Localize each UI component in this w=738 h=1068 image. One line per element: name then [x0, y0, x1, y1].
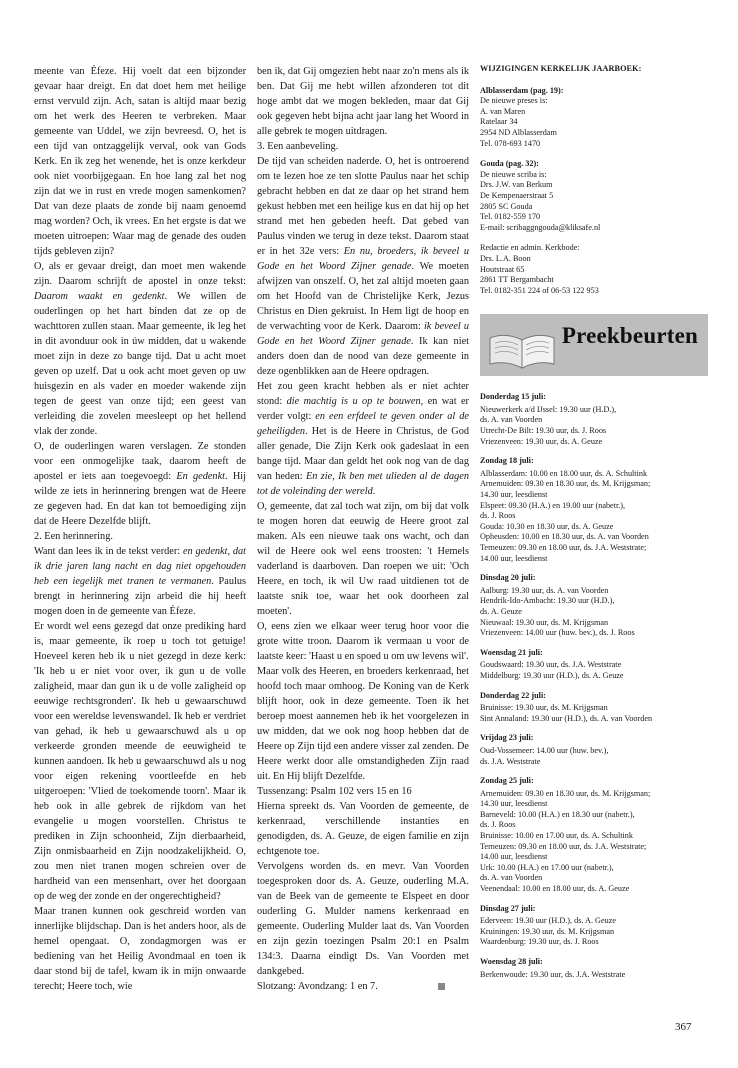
article-paragraph: O, als er gevaar dreigt, dan moet men wakende zijn. Daarom schrijft de apostel in onze tekst: Daarom waakt en gedenkt. We willen de ouderlingen op het hart binden dat ze op de wachttoren zullen staan. Maar gemeente, ik leg het in dit avonduur ook in úw midden, dat u wakende moet zijn in deze zo bange tijd. Dat u acht moet geven op uzelf. Dat u ook acht moet geven op uw huisgezin en als vader en moeder wakende zijn tegen de geest van onze tijd; een geest van verleiding die zovelen meesleept op het hellend vlak der zonde.	[34, 261, 246, 437]
article-paragraph: meente van Éfeze. Hij voelt dat een bijzonder gevaar haar dreigt. En dat doet hem met heilige ernst vervuld zijn. Ach, satan is altijd maar bezig om het werk des Heeren te verbreken. Maar gemeente van Uddel, we zijn bevreesd. O, het is een tijd van ontzaggelijk verval, ook van Gods Kerk. En ik zeg het wenende, het is onze kerkdeur ook niet voorbijgegaan. En hoe lang zal het nog zijn dat we in rust en vrede mogen samenkomen? Dat van deze plaats de zonde bij naam genoemd mag worden? Och, ik vrees. En het ergste is dat we moeten uitroepen: Waar mag de genade des ouden tijds gebleven zijn?	[34, 66, 246, 257]
jaarboek-entry	[480, 159, 708, 233]
article-paragraph: Slotzang: Avondzang: 1 en 7.	[257, 979, 469, 994]
jaarboek-entry-line: De nieuwe preses is:	[480, 96, 548, 106]
jaarboek-entry-line: Drs. J.W. van Berkum	[480, 180, 553, 190]
jaarboek-entry-line: 2861 TT Bergambacht	[480, 275, 554, 285]
service-entry: Sint Annaland: 19.30 uur (H.D.), ds. A. van Voorden	[480, 713, 653, 723]
service-entry: Gouda: 10.30 en 18.30 uur, ds. A. Geuze	[480, 521, 614, 531]
article-paragraph: ben ik, dat Gij omgezien hebt naar zo'n mens als ik ben. Dat Gij me hebt willen afzonderen tot dit hoge ambt dat we mogen bekleden, maar dat Gij ook gegeven hebt bijna acht jaar lang het Woord in alle gebrek te mogen uitdragen.	[257, 66, 469, 137]
service-day	[480, 904, 708, 948]
service-day-date: Woensdag 21 juli:	[480, 647, 543, 657]
service-entry: Aalburg: 19.30 uur, ds. A. van Voorden	[480, 585, 609, 595]
jaarboek-entry-line: De nieuwe scriba is:	[480, 169, 547, 179]
service-entry: ds. J.A. Weststrate	[480, 756, 541, 766]
jaarboek-entry-line: 2954 ND Alblasserdam	[480, 127, 557, 137]
service-entry: Terneuzen: 09.30 en 18.00 uur, ds. J.A. Weststrate;	[480, 543, 647, 552]
service-entry: Waardenburg: 19.30 uur, ds. J. Roos	[480, 937, 599, 947]
end-of-article-marker	[438, 983, 445, 990]
jaarboek-entry-line: E-mail: scribaggngouda@kliksafe.nl	[480, 222, 601, 232]
jaarboek-entry-line: Tel. 0182-559 170	[480, 212, 541, 222]
service-entry: Vriezenveen: 19.30 uur, ds. A. Geuze	[480, 436, 603, 446]
article-paragraph: Maar tranen kunnen ook geschreid worden van innerlijke blijdschap. Dan is het anders hoor, als de hemel opengaat. O, zondagmorgen was er bediening van het Heilig Avondmaal en toen ik daar stond bij de tafel, kwam ik in mijn onwaarde terecht; Heere toch, wie	[34, 906, 246, 992]
open-book-icon	[486, 324, 558, 370]
service-entry: Middelburg: 19.30 uur (H.D.), ds. A. Geuze	[480, 670, 624, 680]
service-entry: 14.00 uur, leesdienst	[480, 553, 548, 563]
preekbeurten-header	[480, 314, 708, 376]
wijzigingen-list	[480, 86, 708, 297]
service-day-date: Zondag 18 juli:	[480, 456, 534, 466]
jaarboek-entry-line: Alblasserdam (pag. 19):	[480, 85, 564, 95]
jaarboek-entry-line: Redactie en admin. Kerkbode:	[480, 243, 580, 253]
article-column-2	[257, 64, 469, 994]
service-entry: Vriezenveen: 14.00 uur (huw. bev.), ds. J. Roos	[480, 628, 635, 638]
jaarboek-entry-line: Ratelaar 34	[480, 117, 518, 127]
service-entry: Elspeet: 09.30 (H.A.) en 19.00 uur (nabetr.),	[480, 500, 626, 510]
wijzigingen-title: WIJZIGINGEN KERKELIJK JAARBOEK:	[480, 64, 642, 73]
service-entry: Terneuzen: 09.30 en 18.00 uur, ds. J.A. Weststrate;	[480, 841, 647, 851]
service-entry: Arnemuiden: 09.30 en 18.30 uur, ds. M. Krijgsman;	[480, 479, 651, 489]
service-day-date: Vrijdag 23 juli:	[480, 733, 534, 743]
article-paragraph: Hierna spreekt ds. Van Voorden de gemeente, de kerkenraad, verschillende instanties en genodigden, ds. A. Geuze, de eigen familie en zijn echtgenote toe.	[257, 801, 469, 857]
article-paragraph: Vervolgens worden ds. en mevr. Van Voorden toegesproken door ds. A. Geuze, ouderling M.A. van de Beek van de gemeente te Elspeet en door ouderling G. Mulder namens kerkenraad en gemeente. Ouderling Mulder laat ds. Van Voorden en zijn gezin toezingen Psalm 20:1 en Psalm 134:3. Daarna eindigt Ds. Van Voorden met dankgebed.	[257, 861, 469, 977]
service-day	[480, 957, 708, 980]
service-day	[480, 573, 708, 639]
jaarboek-entry-line: Houtstraat 65	[480, 264, 525, 274]
service-entry: Nieuwerkerk a/d IJssel: 19.30 uur (H.D.),	[480, 404, 617, 414]
service-day-date: Zondag 25 juli:	[480, 776, 534, 786]
service-entry: Kruiningen: 19.30 uur, ds. M. Krijgsman	[480, 926, 615, 936]
article-paragraph: Maar volk des Heeren, en broeders kerkenraad, het hoofd toch maar omhoog. De Koning van de Kerk blijft hoor, ook in deze gemeente. Toen ik het beroep moest aannemen heb ik het voorgelezen in uw midden, dat we ook nog hoop hebben dat de Heere op Zijn tijd een andere visser zal zenden. De Heere werkt door alle omstandigheden Zijn raad uit. En Hij blijft Dezelfde.	[257, 666, 469, 782]
service-entry: ds. J. Roos	[480, 511, 516, 521]
jaarboek-entry-line: Tel. 078-693 1470	[480, 138, 541, 148]
jaarboek-entry-line: Tel. 0182-351 224 of 06-53 122 953	[480, 285, 599, 295]
service-entry: ds. A. van Voorden	[480, 415, 543, 425]
service-day	[480, 648, 708, 682]
service-entry: Goudswaard: 19.30 uur, ds. J.A. Weststrate	[480, 660, 622, 670]
jaarboek-entry	[480, 86, 708, 150]
service-entry: Arnemuiden: 09.30 en 18.30 uur, ds. M. Krijgsman;	[480, 788, 651, 798]
preekbeurten-list	[480, 392, 708, 980]
article-paragraph: O, eens zien we elkaar weer terug hoor voor die grote witte troon. Daarom ik vermaan u voor de laatste keer: 'Haast u en spoed u om uw levens wil'.	[257, 621, 469, 662]
article-paragraph: De tijd van scheiden naderde. O, het is ontroerend om te lezen hoe ze ten slotte Paulus naar het schip gebracht hebben en dat ze daar op het strand hem gekust hebben met een heilige kus en dat hij op het strand met hen gebeden heeft. Dat gebed van Paulus vinden we terug in deze tekst. Daarom staat er in het 32e vers: En nu, broeders, ik beveel u Gode en het Woord Zijner genade. We moeten afwijzen van onszelf. O, het zal altijd moeten gaan om het Hoofd van de Christelijke Kerk, Jezus Christus en Dien gekruist. In Hem ligt de hoop en de verwachting voor de Kerk. Daarom: ik beveel u Gode en het Woord Zijner genade. Ik kan niet anders doen dan de nood van deze gemeente in deze ogenblikken aan de Heere opdragen.	[257, 156, 469, 377]
service-entry: Bruinisse: 19.30 uur, ds. M. Krijgsman	[480, 703, 608, 713]
service-entry: Hendrik-Ido-Ambacht: 19.30 uur (H.D.),	[480, 596, 615, 606]
service-day-date: Woensdag 28 juli:	[480, 957, 543, 966]
service-entry: ds. A. Geuze	[480, 606, 522, 616]
service-entry: Urk: 10.00 (H.A.) en 17.00 uur (nabetr.),	[480, 862, 614, 872]
service-entry: Opheusden: 10.00 en 18.30 uur, ds. A. van Voorden	[480, 532, 649, 542]
article-paragraph: 3. Een aanbeveling.	[257, 141, 339, 152]
page-number: 367	[675, 1021, 692, 1033]
service-day-date: Dinsdag 27 juli:	[480, 903, 536, 913]
service-day	[480, 456, 708, 564]
jaarboek-entry-line: Gouda (pag. 32):	[480, 159, 539, 169]
jaarboek-entry-line: A. van Maren	[480, 106, 526, 116]
article-paragraph: O, de ouderlingen waren verslagen. Ze stonden voor een onmogelijke taak, daarom heeft de apostel er iets aan toegevoegd: En gedenkt. Hij wilde ze iets in herinnering brengen wat de Heere ze gegeven had. En dat kan tot bemoediging zijn dat de Heere Dezelfde blijft.	[34, 441, 246, 527]
service-entry: Bruinisse: 10.00 en 17.00 uur, ds. A. Schultink	[480, 831, 633, 841]
jaarboek-entry-line: 2805 SC Gouda	[480, 201, 533, 211]
service-entry: Barneveld: 10.00 (H.A.) en 18.30 uur (nabetr.),	[480, 809, 635, 819]
service-day-date: Donderdag 15 juli:	[480, 392, 546, 402]
service-day	[480, 392, 708, 447]
service-entry: ds. J. Roos	[480, 820, 516, 830]
service-entry: Nieuwaal: 19.30 uur, ds. M. Krijgsman	[480, 617, 609, 627]
sidebar-column	[480, 64, 708, 989]
jaarboek-entry-line: De Kempenaerstraat 5	[480, 190, 554, 200]
article-paragraph: Tussenzang: Psalm 102 vers 15 en 16	[257, 786, 412, 797]
article-paragraph: O, gemeente, dat zal toch wat zijn, om bij dat volk te mogen horen dat eeuwig de Heere groot zal maken. Als een nieuwe taak ons wacht, och dan wil de Heere ook wel eens troosten: 't Hemels vaderland is daarboven. Dan roepen we uit: 'Och Heere, en toch, ik wil Uw raad uitdienen tot de laatste snik toe, waar het ook doorheen zal moeten'.	[257, 501, 469, 617]
service-day	[480, 733, 708, 767]
service-day-date: Donderdag 22 juli:	[480, 690, 546, 700]
article-column-1	[34, 64, 246, 994]
jaarboek-entry	[480, 243, 708, 296]
preekbeurten-title: Preekbeurten	[561, 323, 698, 349]
service-entry: 14.30 uur, leesdienst	[480, 799, 548, 809]
article-paragraph: 2. Een herinnering.	[34, 531, 113, 542]
service-day	[480, 691, 708, 725]
jaarboek-entry-line: Drs. L.A. Boon	[480, 253, 531, 263]
service-entry: 14.30 uur, leesdienst	[480, 490, 548, 500]
service-entry: Ederveen: 19.30 uur (H.D.), ds. A. Geuze	[480, 916, 616, 926]
service-day	[480, 776, 708, 895]
service-day-date: Dinsdag 20 juli:	[480, 573, 536, 583]
service-entry: 14.00 uur, leesdienst	[480, 852, 548, 862]
article-paragraph: Er wordt wel eens gezegd dat onze prediking hard is, maar gemeente, ik roep u toch tot getuige! Hoeveel keren heb ik u niet gezegd in deze kerk: 'Ik heb u er niet voor over, ik gun u de volle zaligheid, maar dan gun ik u de volle zaligheid op eeuwige rechtsgronden'. Ik heb u gewaarschuwd voor een wereldse levenswandel. Ik heb er verdriet van gehad, ik heb u gewaarschuwd als u op verkeerde gronden meende de eeuwigheid te kunnen aandoen. Ik heb u gewaarschuwd als u nog voor eigen rekening voortleefde en heb uitgeroepen: 'Vlied de toekomende toorn'. Maar ik heb ook in alle gebrek de rijkdom van het evangelie u mogen voorstellen. Christus te prediken in Zijn schoonheid, Zijn dierbaarheid, Zijn onmisbaarheid en Zijn noodzakelijkheid. O, zou men niet tranen mogen schreien over de hardheid van een mensenhart, over het doorgaan op de weg der zonde en der ongerechtigheid?	[34, 621, 246, 902]
article-paragraph: Want dan lees ik in de tekst verder: en gedenkt, dat ik drie jaren lang nacht en dag niet opgehouden heb een iegelijk met tranen te vermanen. Paulus brengt in herinnering zijn arbeid die hij heeft mogen doen in de gemeente van Éfeze.	[34, 546, 246, 617]
service-entry: Utrecht-De Bilt: 19.30 uur, ds. J. Roos	[480, 426, 607, 436]
service-entry: Oud-Vossemeer: 14.00 uur (huw. bev.),	[480, 745, 609, 755]
service-entry: Alblasserdam: 10.00 en 18.00 uur, ds. A. Schultink	[480, 468, 648, 478]
service-entry: Veenendaal: 10.00 en 18.00 uur, ds. A. Geuze	[480, 884, 630, 894]
service-entry: ds. A. van Voorden	[480, 873, 543, 883]
service-entry: Berkenwoude: 19.30 uur, ds. J.A. Weststrate	[480, 969, 626, 979]
article-paragraph: Het zou geen kracht hebben als er niet achter stond: die machtig is u op te bouwen, en wat er verder volgt: en een erfdeel te geven onder al de geheiligden. Het is de Heere in Christus, de God aller genade, Die Zijn Kerk ook gadeslaat in een bange tijd. Maar dan geldt het ook nog van de dag van heden: En zie, Ik ben met ulieden al de dagen tot de voleinding der wereld.	[257, 381, 469, 497]
